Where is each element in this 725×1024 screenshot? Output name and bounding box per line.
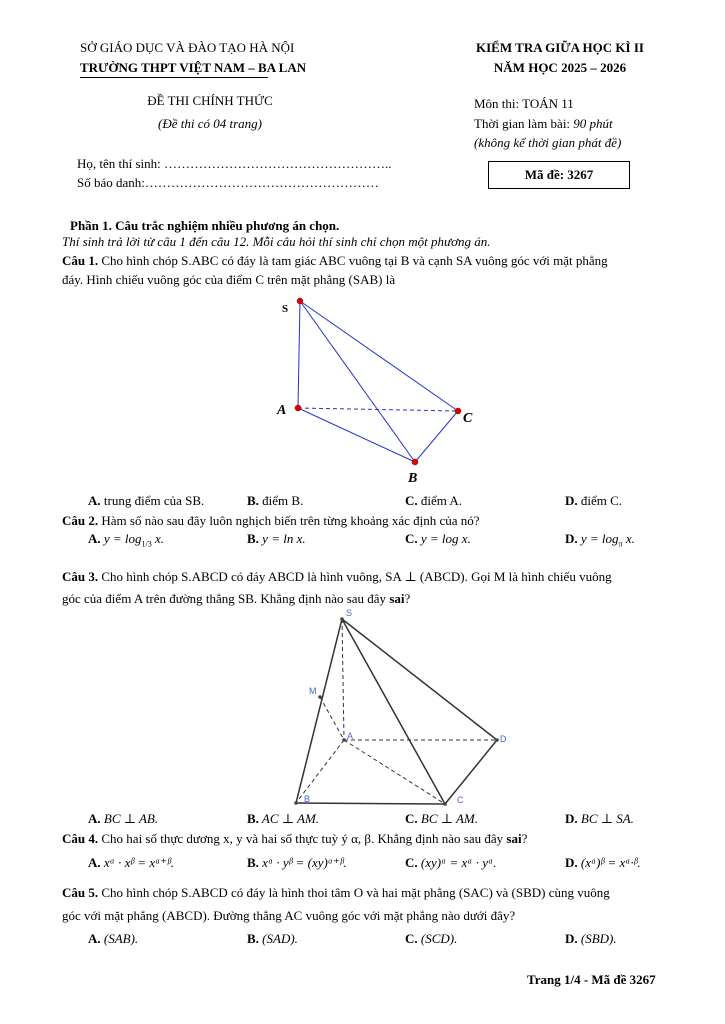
q3-option-b: B. AC ⊥ AM. (247, 811, 320, 826)
q2-label: Câu 2. (62, 513, 99, 528)
point-a (295, 405, 301, 411)
q5-line1: Câu 5. Cho hình chóp S.ABCD có đáy là hình thoi tâm O và hai mặt phẳng (SAC) và (SBD) cùng vuông (62, 885, 610, 900)
name-field: Họ, tên thí sinh: …………………………………………….. (77, 156, 392, 171)
q1-label: Câu 1. (62, 253, 99, 268)
point-s (297, 298, 303, 304)
q4-option-a: A. xᵅ · xᵝ = xᵅ⁺ᵝ. (88, 855, 175, 870)
q1-line2: đáy. Hình chiếu vuông góc của điểm C trên mặt phẳng (SAB) là (62, 272, 396, 287)
time-value: 90 phút (573, 116, 613, 131)
edge-sb (300, 301, 415, 462)
q5-label: Câu 5. (62, 885, 99, 900)
time-label: Thời gian làm bài: (474, 116, 574, 131)
q3-line1 (62, 567, 682, 587)
school-name-text: TRƯỜNG THPT VIỆT NAM – BA LAN (80, 60, 307, 75)
q2-option-c: C. y = log x. (405, 531, 471, 546)
q5-line2: góc với mặt phẳng (ABCD). Đường thẳng AC vuông góc với mặt phẳng nào dưới đây? (62, 908, 516, 923)
exam-code-box: Mã đề: 3267 (488, 161, 630, 189)
time-note: (không kể thời gian phát đề) (474, 135, 622, 150)
page-footer: Trang 1/4 - Mã đề 3267 (527, 972, 656, 987)
q1-option-a: A. trung điểm của SB. (88, 493, 205, 508)
q4-option-d: D. (xᵅ)ᵝ = xᵅ·ᵝ. (565, 855, 641, 870)
q5-option-c: C. (SCD). (405, 931, 458, 946)
q3-option-a: A. BC ⊥ AB. (88, 811, 159, 826)
pages-note: (Đề thi có 04 trang) (158, 116, 262, 131)
exam-title: KIỂM TRA GIỮA HỌC KÌ II (476, 40, 644, 55)
edge-sc (300, 301, 458, 411)
q1-text1: Cho hình chóp S.ABC có đáy là tam giác ABC vuông tại B và cạnh SA vuông góc với mặt phẳng (98, 253, 608, 268)
subject: Môn thi: TOÁN 11 (474, 96, 574, 111)
q2-line (62, 511, 682, 531)
edge-sa (298, 301, 300, 408)
q3-line2: góc của điểm A trên đường thẳng SB. Khẳng định nào sau đây sai? (62, 591, 411, 606)
label3-d: D (500, 734, 507, 744)
department-name: SỞ GIÁO DỤC VÀ ĐÀO TẠO HÀ NỘI (80, 40, 295, 55)
label3-s: S (346, 608, 353, 618)
edge3-sc (342, 619, 445, 804)
edge3-ac-hidden (344, 740, 445, 804)
edge3-cd (445, 740, 497, 804)
q2-option-b: B. y = ln x. (247, 531, 306, 546)
edge3-sa-hidden (342, 619, 344, 740)
q1-option-c: C. điểm A. (405, 493, 463, 508)
q3-label: Câu 3. (62, 569, 99, 584)
q1-option-b: B. điểm B. (247, 493, 304, 508)
edge3-am-hidden (320, 697, 344, 740)
label-b: B (408, 471, 418, 486)
label3-m: M (309, 686, 317, 696)
q2-text: Hàm số nào sau đây luôn nghịch biến trên từng khoảng xác định của nó? (98, 513, 480, 528)
q4-option-b: B. xᵅ · yᵝ = (xy)ᵅ⁺ᵝ. (247, 855, 347, 870)
label3-a: A (347, 731, 354, 741)
id-field: Số báo danh:……………………………………………… (77, 175, 379, 190)
q1-option-d: D. điểm C. (565, 493, 623, 508)
q4-option-c: C. (xy)ᵅ = xᵅ · yᵅ. (405, 855, 497, 870)
label-c: C (463, 411, 473, 426)
point-c (455, 408, 461, 414)
edge3-bc (296, 803, 445, 804)
q5-option-b: B. (SAD). (247, 931, 298, 946)
q3-text1: Cho hình chóp S.ABCD có đáy ABCD là hình vuông, SA ⊥ (ABCD). Gọi M là hình chiếu vuông (98, 569, 612, 584)
part1-instruction: Thí sinh trả lời từ câu 1 đến câu 12. Mỗi câu hỏi thí sinh chỉ chọn một phương án. (62, 234, 491, 249)
q5-option-d: D. (SBD). (565, 931, 617, 946)
label-a: A (277, 403, 287, 418)
q4-label: Câu 4. (62, 831, 99, 846)
official-label: ĐỀ THI CHÍNH THỨC (147, 93, 273, 108)
label3-c: C (457, 795, 464, 805)
point-b (412, 459, 418, 465)
q2-option-a: A. $y = \log_{1/3} x$. (88, 531, 165, 549)
edge3-sd (342, 619, 497, 740)
q3-option-d: D. BC ⊥ SA. (565, 811, 634, 826)
school-year: NĂM HỌC 2025 – 2026 (493, 60, 627, 75)
label-s: S (282, 303, 289, 315)
edge-bc (415, 411, 458, 462)
q2-option-d: D. $y = \log_\pi x$. (565, 531, 635, 549)
q5-option-a: A. (SAB). (88, 931, 139, 946)
edge3-sb (296, 619, 342, 803)
edge-ab (298, 408, 415, 462)
q4-line: Câu 4. Cho hai số thực dương x, y và hai số thực tuỳ ý α, β. Khẳng định nào sau đây sai? (62, 831, 528, 846)
label3-b: B (304, 794, 311, 804)
q3-option-c: C. BC ⊥ AM. (405, 811, 479, 826)
part1-title: Phần 1. Câu trắc nghiệm nhiều phương án chọn. (70, 218, 340, 233)
